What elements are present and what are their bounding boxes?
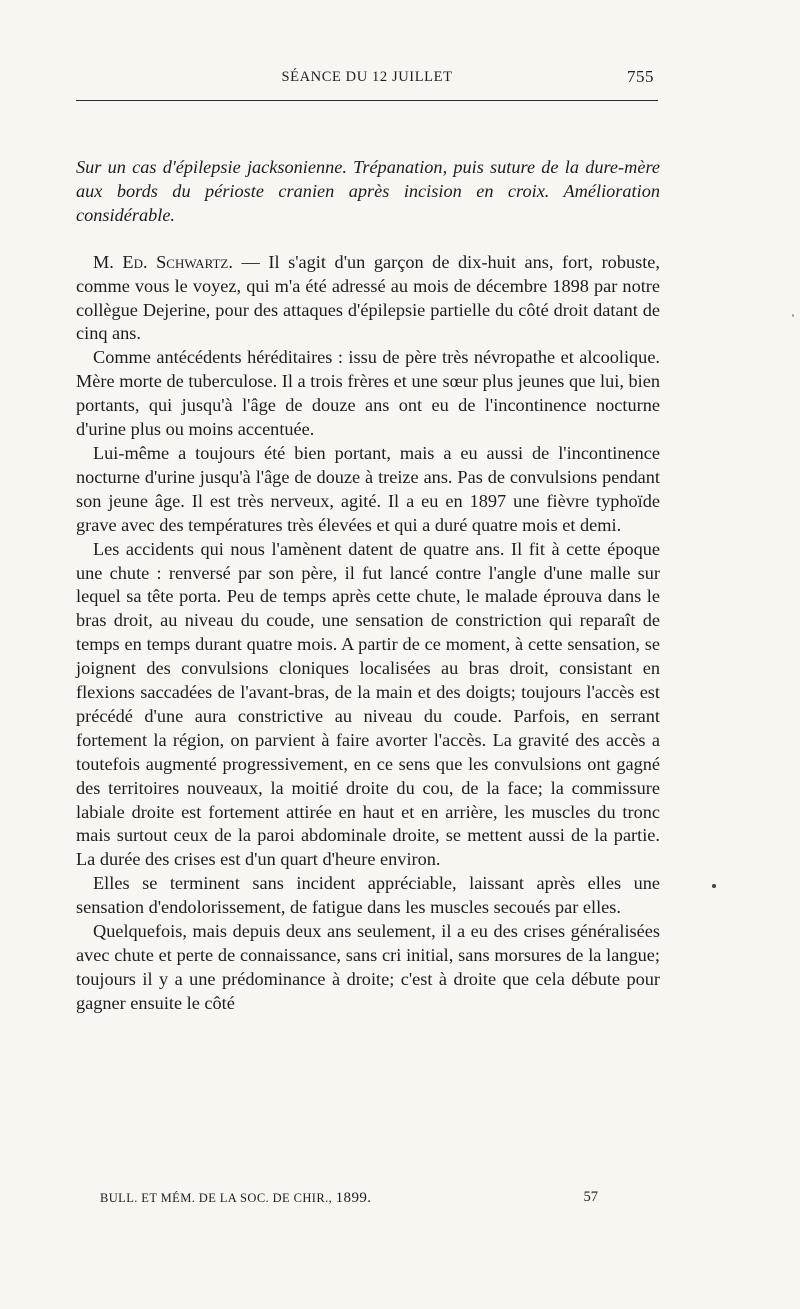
paragraph-3: Lui-même a toujours été bien portant, mais a eu aussi de l'incontinence nocturne d'urine jusqu'à l'âge de douze à treize ans. Pas de convulsions pendant son jeune âge. Il est très nerveux, agité. Il a eu en 1897 une fièvre typhoïde grave avec des températures très élevées et qui a duré quatre mois et demi. [76,442,660,535]
header-rule [76,100,658,101]
speaker-name: M. Ed. Schwartz. [93,251,233,272]
paragraph-2: Comme antécédents héréditaires : issu de père très névropathe et alcoolique. Mère morte de tuberculose. Il a trois frères et une sœur plus jeunes que lui, bien portants, qui jusqu'à l'âge de douze ans ont eu de l'incontinence nocturne d'urine plus ou moins accentuée. [76,347,660,440]
paragraph-4: Les accidents qui nous l'amènent datent de quatre ans. Il fit à cette époque une chute : renversé par son père, il fut lancé contre l'angle d'une malle sur lequel sa tête porta. Peu de temps après cette chute, le malade éprouva dans le bras droit, au niveau du coude, une sensation de constriction qui reparaît de temps en temps durant quatre mois. A partir de ce moment, à cette sensation, se joignent des convulsions cloniques localisées au bras droit, consistant en flexions saccadées de l'avant-bras, de la main et des doigts; toujours l'accès est précédé d'une aura constrictive au niveau du coude. Parfois, en serrant fortement la région, on parvient à faire avorter l'accès. La gravité des accès a toutefois augmenté progressivement, en ce sens que les convulsions ont gagné des territoires nouveaux, la moitié droite du cou, de la face; la commissure labiale droite est fortement attirée en haut et en arrière, les muscles du tronc mais surtout ceux de la paroi abdominale droite, se mettent aussi de la partie. La durée des crises est d'un quart d'heure environ. [76,538,660,870]
running-title: SÉANCE DU 12 JUILLET [281,69,453,85]
paper-speck [792,314,794,317]
journal-imprint [100,1190,371,1207]
article-body [76,156,660,1016]
signature-mark: 57 [583,1189,598,1205]
journal-name: BULL. ET MÉM. DE LA SOC. DE CHIR., [100,1191,333,1205]
page-footer [100,1188,598,1210]
journal-year: 1899. [335,1190,372,1206]
running-header [76,66,658,90]
article-title: Sur un cas d'épilepsie jacksonienne. Trépanation, puis suture de la dure-mère aux bords du périoste cranien après incision en croix. Amélioration considérable. [76,157,660,225]
page-number: 755 [627,67,654,86]
paragraph-1 [76,251,660,347]
paragraph-6: Quelquefois, mais depuis deux ans seulement, il a eu des crises généralisées avec chute et perte de connaissance, sans cri initial, sans morsures de la langue; toujours il y a une prédominance à droite; c'est à droite que cela débute pour gagner ensuite le côté [76,921,660,1013]
paragraph-1-text: — Il s'agit d'un garçon de dix-huit ans, fort, robuste, comme vous le voyez, qui m'a été adressé au mois de décembre 1898 par notre collègue Dejerine, pour des attaques d'épilepsie partielle du côté droit datant de cinq ans. [76,251,660,344]
paper-speck [712,884,716,888]
paragraph-5: Elles se terminent sans incident appréciable, laissant après elles une sensation d'endolorissement, de fatigue dans les muscles secoués par elles. [76,873,660,918]
